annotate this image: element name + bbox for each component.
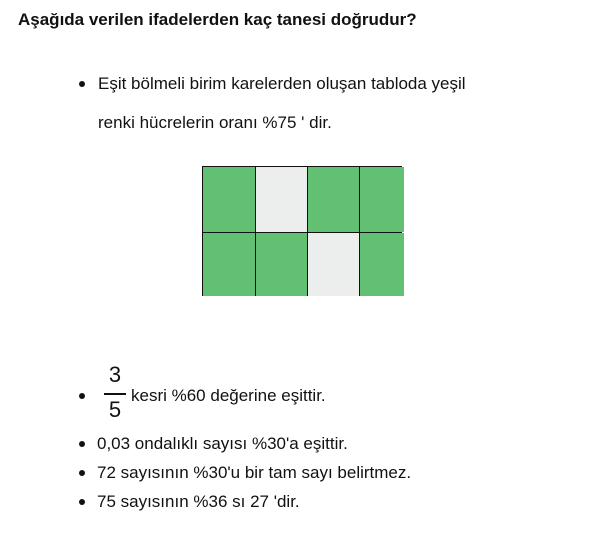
bullet-icon (79, 441, 85, 447)
grid-cell-green (203, 233, 255, 296)
bullet-icon (79, 81, 85, 87)
statement-5-text: 75 sayısının %36 sı 27 'dir. (97, 492, 300, 511)
grid-cell-gray (308, 233, 359, 296)
grid-cell-gray (256, 167, 307, 232)
statement-4-text: 72 sayısının %30'u bir tam sayı belirtmez. (97, 463, 412, 482)
statement-2-text: kesri %60 değerine eşittir. (131, 386, 326, 405)
ratio-grid (202, 166, 402, 296)
grid-cell-green (308, 167, 359, 232)
fraction-numerator: 3 (108, 362, 122, 387)
question-title: Aşağıda verilen ifadelerden kaç tanesi doğrudur? (18, 10, 417, 29)
statement-3-text: 0,03 ondalıklı sayısı %30'a eşittir. (97, 434, 348, 453)
bullet-icon (79, 393, 85, 399)
bullet-icon (79, 470, 85, 476)
fraction-denominator: 5 (108, 397, 122, 422)
statement-1-line-2: renki hücrelerin oranı %75 ' dir. (98, 113, 332, 132)
fraction-bar (104, 393, 126, 395)
fraction (103, 362, 127, 424)
grid-cell-green (256, 233, 307, 296)
statement-1-line-1: Eşit bölmeli birim karelerden oluşan tabloda yeşil (98, 74, 466, 93)
grid-cell-green (360, 233, 404, 296)
grid-cell-green (360, 167, 404, 232)
grid-cell-green (203, 167, 255, 232)
bullet-icon (79, 499, 85, 505)
